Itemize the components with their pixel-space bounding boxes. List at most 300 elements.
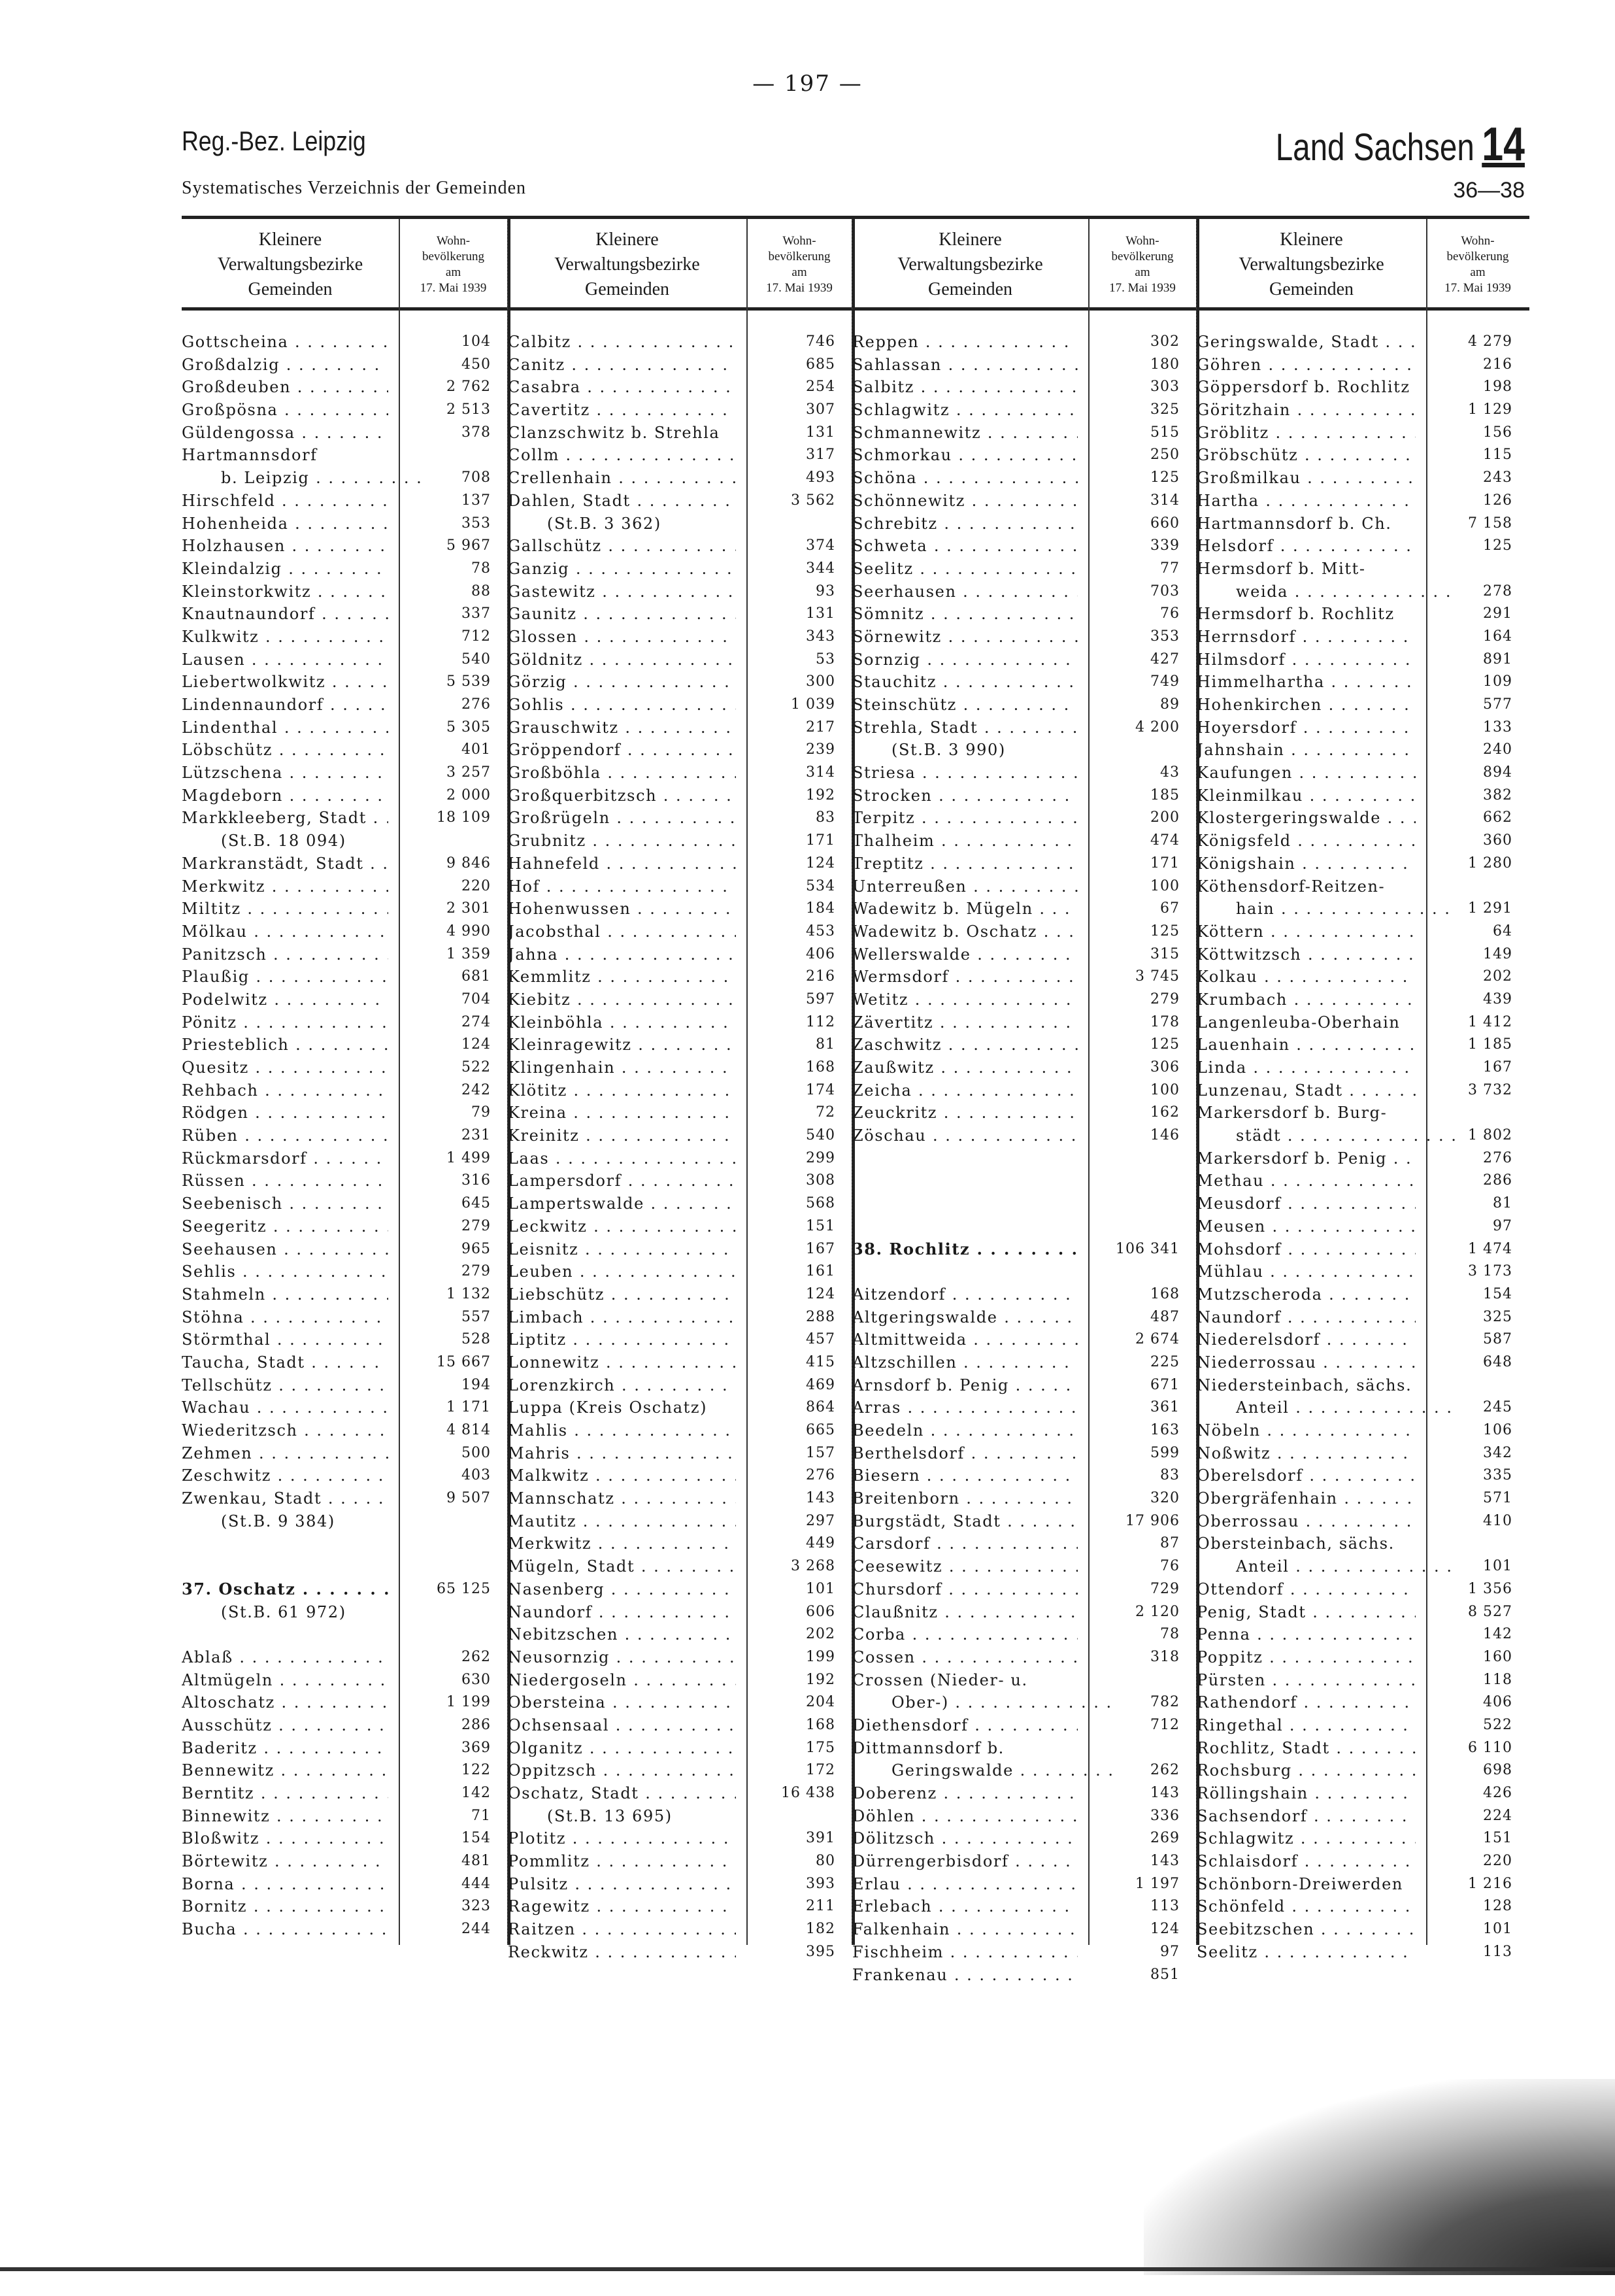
table-row[interactable]: [1197, 853, 1529, 875]
population-value: 67: [1160, 900, 1180, 917]
table-row[interactable]: [852, 603, 1197, 626]
municipality-name: Beedeln . . .: [852, 1419, 1078, 1442]
table-row[interactable]: [182, 1918, 508, 1941]
table-row[interactable]: [852, 513, 1197, 535]
district-heading-row[interactable]: [852, 1238, 1197, 1261]
table-row[interactable]: [1197, 1215, 1529, 1238]
table-row[interactable]: [1197, 354, 1529, 377]
table-row[interactable]: [852, 1102, 1197, 1124]
table-row[interactable]: [852, 1895, 1197, 1918]
table-row[interactable]: [508, 1873, 852, 1896]
table-row[interactable]: [1197, 830, 1529, 853]
table-row-continuation[interactable]: [1197, 1396, 1529, 1419]
table-row-continuation[interactable]: [852, 1759, 1197, 1782]
table-row[interactable]: [852, 1646, 1197, 1669]
table-row[interactable]: [182, 1714, 508, 1737]
table-row[interactable]: [508, 694, 852, 717]
table-row[interactable]: [182, 1260, 508, 1283]
table-row[interactable]: [182, 853, 508, 875]
table-row[interactable]: [852, 1283, 1197, 1306]
table-row[interactable]: [1197, 1669, 1529, 1692]
table-row[interactable]: [508, 1079, 852, 1102]
table-row[interactable]: [852, 1079, 1197, 1102]
table-row[interactable]: [508, 1306, 852, 1329]
table-row[interactable]: [508, 671, 852, 694]
population-value: 2 301: [446, 900, 491, 917]
table-row[interactable]: [508, 1555, 852, 1578]
table-row[interactable]: [182, 898, 508, 920]
table-row[interactable]: [852, 331, 1197, 354]
table-row[interactable]: [182, 1215, 508, 1238]
table-row[interactable]: [1197, 1283, 1529, 1306]
table-row[interactable]: [852, 830, 1197, 853]
table-row[interactable]: [508, 399, 852, 422]
table-row[interactable]: [508, 581, 852, 603]
table-row[interactable]: [182, 1487, 508, 1510]
table-row[interactable]: [182, 1669, 508, 1692]
header-name-line: Kleinere: [939, 229, 1002, 250]
table-row[interactable]: [1197, 1782, 1529, 1805]
table-row[interactable]: [1197, 535, 1529, 558]
table-row[interactable]: [182, 1283, 508, 1306]
table-row-continuation[interactable]: [1197, 581, 1529, 603]
table-row[interactable]: [508, 807, 852, 830]
table-row[interactable]: [508, 649, 852, 671]
table-row[interactable]: [508, 966, 852, 988]
table-row[interactable]: [508, 1283, 852, 1306]
table-row[interactable]: [1197, 1737, 1529, 1760]
table-row[interactable]: [852, 490, 1197, 513]
table-row[interactable]: [852, 785, 1197, 807]
table-row[interactable]: [182, 1124, 508, 1147]
table-row[interactable]: [852, 1623, 1197, 1646]
table-row[interactable]: [508, 1850, 852, 1873]
table-row[interactable]: [1197, 1487, 1529, 1510]
table-row[interactable]: [182, 762, 508, 785]
table-row[interactable]: [1197, 1328, 1529, 1351]
table-row[interactable]: [1197, 1601, 1529, 1624]
table-row[interactable]: [852, 1510, 1197, 1533]
table-row[interactable]: [508, 1442, 852, 1465]
table-row[interactable]: [182, 1034, 508, 1056]
population-value: 286: [461, 1716, 491, 1733]
table-row[interactable]: [852, 558, 1197, 581]
table-row[interactable]: [182, 875, 508, 898]
table-row[interactable]: [182, 943, 508, 966]
table-row[interactable]: [1197, 1918, 1529, 1941]
table-row[interactable]: [1197, 376, 1529, 399]
table-row[interactable]: [852, 1601, 1197, 1624]
table-row[interactable]: [182, 558, 508, 581]
table-row[interactable]: [1197, 1714, 1529, 1737]
table-row[interactable]: [852, 1419, 1197, 1442]
table-row[interactable]: [182, 649, 508, 671]
table-row-continuation[interactable]: [1197, 1555, 1529, 1578]
population-value: 891: [1483, 650, 1512, 667]
table-row[interactable]: [852, 1827, 1197, 1850]
table-row[interactable]: [852, 717, 1197, 739]
table-row[interactable]: [508, 331, 852, 354]
table-row[interactable]: [508, 1011, 852, 1034]
table-row[interactable]: [508, 1510, 852, 1533]
table-row[interactable]: [852, 1782, 1197, 1805]
table-row[interactable]: [1197, 331, 1529, 354]
municipality-name: Lindennaundorf . . .: [182, 694, 388, 717]
table-row[interactable]: [508, 1260, 852, 1283]
table-row[interactable]: [1197, 1873, 1529, 1896]
table-row[interactable]: [1197, 649, 1529, 671]
table-row[interactable]: [508, 467, 852, 490]
table-row[interactable]: [852, 1374, 1197, 1397]
table-row[interactable]: [852, 762, 1197, 785]
table-row[interactable]: [852, 581, 1197, 603]
table-row[interactable]: [508, 626, 852, 649]
table-row[interactable]: [1197, 1805, 1529, 1828]
municipality-name: Altoschatz . . .: [182, 1691, 388, 1714]
table-row[interactable]: [852, 1873, 1197, 1896]
table-row[interactable]: [508, 603, 852, 626]
table-row[interactable]: [182, 603, 508, 626]
population-value: 100: [1150, 1081, 1180, 1098]
table-row[interactable]: [508, 1941, 852, 1964]
table-row[interactable]: [1197, 1578, 1529, 1601]
table-row[interactable]: [182, 1079, 508, 1102]
table-row[interactable]: [852, 1351, 1197, 1374]
table-row[interactable]: [852, 354, 1197, 377]
table-row[interactable]: [1197, 1827, 1529, 1850]
table-row[interactable]: [508, 875, 852, 898]
table-row[interactable]: [182, 1873, 508, 1896]
table-row[interactable]: [182, 1895, 508, 1918]
table-row[interactable]: [852, 535, 1197, 558]
table-row[interactable]: [852, 898, 1197, 920]
table-row[interactable]: [508, 376, 852, 399]
table-row[interactable]: [1197, 1260, 1529, 1283]
population-value: 2 000: [446, 786, 491, 803]
municipality-name: Geringswalde, Stadt . . .: [1197, 331, 1416, 354]
table-row[interactable]: [852, 1124, 1197, 1147]
table-row[interactable]: [852, 1532, 1197, 1555]
table-row[interactable]: [1197, 1941, 1529, 1964]
table-row[interactable]: [508, 490, 852, 513]
table-row[interactable]: [182, 671, 508, 694]
table-row[interactable]: [1197, 490, 1529, 513]
table-row[interactable]: [852, 1941, 1197, 1964]
population-value: 2 513: [446, 401, 491, 418]
table-row[interactable]: [182, 1737, 508, 1760]
table-row[interactable]: [508, 1918, 852, 1941]
table-row[interactable]: [182, 1192, 508, 1215]
table-row[interactable]: [508, 1782, 852, 1805]
table-row[interactable]: [852, 1056, 1197, 1079]
population-value: 128: [1483, 1898, 1512, 1915]
population-value: 3 173: [1468, 1263, 1512, 1280]
table-row[interactable]: [182, 717, 508, 739]
table-row[interactable]: [852, 1328, 1197, 1351]
table-row[interactable]: [508, 1056, 852, 1079]
table-row[interactable]: [1197, 1510, 1529, 1533]
table-row[interactable]: [1197, 717, 1529, 739]
population-value: 343: [806, 628, 835, 645]
table-row[interactable]: [508, 1170, 852, 1192]
table-row[interactable]: [852, 649, 1197, 671]
table-row[interactable]: [182, 376, 508, 399]
table-row[interactable]: [182, 1056, 508, 1079]
table-row[interactable]: [852, 671, 1197, 694]
table-row[interactable]: [508, 1351, 852, 1374]
table-row[interactable]: [1197, 966, 1529, 988]
table-row[interactable]: [852, 1306, 1197, 1329]
table-row[interactable]: [1197, 1238, 1529, 1261]
table-row[interactable]: [1197, 1170, 1529, 1192]
table-row[interactable]: [182, 785, 508, 807]
table-row[interactable]: [508, 1419, 852, 1442]
table-row[interactable]: [182, 1170, 508, 1192]
table-row[interactable]: [852, 1555, 1197, 1578]
table-row[interactable]: [508, 1623, 852, 1646]
table-row[interactable]: [1197, 513, 1529, 535]
table-row[interactable]: [182, 422, 508, 445]
table-row[interactable]: [508, 988, 852, 1011]
table-row[interactable]: [1197, 1147, 1529, 1170]
table-row[interactable]: [852, 399, 1197, 422]
municipality-name: Großdeuben . . .: [182, 376, 388, 399]
table-row[interactable]: [852, 1011, 1197, 1034]
table-row[interactable]: [182, 1351, 508, 1374]
table-row[interactable]: [1197, 422, 1529, 445]
table-row[interactable]: [508, 422, 852, 445]
table-row[interactable]: [1197, 1192, 1529, 1215]
table-row[interactable]: [852, 626, 1197, 649]
table-row[interactable]: [1197, 467, 1529, 490]
municipality-name: weida . . .: [1197, 581, 1455, 603]
table-row[interactable]: [1197, 807, 1529, 830]
table-row[interactable]: [852, 966, 1197, 988]
table-row[interactable]: [182, 694, 508, 717]
table-row[interactable]: [182, 1419, 508, 1442]
table-row[interactable]: [508, 1737, 852, 1760]
table-row[interactable]: [182, 1759, 508, 1782]
table-row[interactable]: [1197, 1442, 1529, 1465]
table-row[interactable]: [1197, 1691, 1529, 1714]
table-row[interactable]: [852, 807, 1197, 830]
table-row[interactable]: [182, 1782, 508, 1805]
municipality-name: Röllingshain . . .: [1197, 1782, 1416, 1805]
table-row[interactable]: [852, 1805, 1197, 1828]
table-row[interactable]: [508, 354, 852, 377]
table-row[interactable]: [182, 1238, 508, 1261]
table-row[interactable]: [182, 1464, 508, 1487]
table-row[interactable]: [1197, 1306, 1529, 1329]
table-row[interactable]: [852, 875, 1197, 898]
table-row[interactable]: [1197, 1011, 1529, 1034]
table-row[interactable]: [182, 1691, 508, 1714]
population-value: 245: [1483, 1399, 1512, 1416]
table-row[interactable]: [508, 1487, 852, 1510]
municipality-name: Claußnitz . . .: [852, 1601, 1078, 1624]
table-row[interactable]: [852, 694, 1197, 717]
table-row[interactable]: [1197, 626, 1529, 649]
table-row[interactable]: [1197, 1759, 1529, 1782]
table-row[interactable]: [508, 1328, 852, 1351]
population-value: 126: [1483, 492, 1512, 509]
municipality-name: Priesteblich . . .: [182, 1034, 388, 1056]
table-row[interactable]: [182, 739, 508, 762]
table-row[interactable]: [182, 1147, 508, 1170]
table-row[interactable]: [182, 490, 508, 513]
table-row[interactable]: [852, 444, 1197, 467]
table-row[interactable]: [1197, 1850, 1529, 1873]
municipality-name: Treptitz . . .: [852, 853, 1078, 875]
table-row[interactable]: [508, 1691, 852, 1714]
municipality-name: Aitzendorf . . .: [852, 1283, 1078, 1306]
table-row[interactable]: [508, 1827, 852, 1850]
header-name-column: [182, 226, 399, 304]
table-row[interactable]: [1197, 444, 1529, 467]
municipality-name: Reppen . . .: [852, 331, 1078, 354]
table-row[interactable]: [1197, 399, 1529, 422]
municipality-name: Mahlis . . .: [508, 1419, 736, 1442]
table-row[interactable]: [508, 535, 852, 558]
table-row[interactable]: [852, 920, 1197, 943]
population-value: 279: [461, 1217, 491, 1234]
table-row[interactable]: [1197, 671, 1529, 694]
table-row[interactable]: [508, 1374, 852, 1397]
table-row[interactable]: [1197, 1464, 1529, 1487]
table-row[interactable]: [182, 1646, 508, 1669]
table-row[interactable]: [508, 1464, 852, 1487]
table-row[interactable]: [1197, 1056, 1529, 1079]
table-row[interactable]: [508, 739, 852, 762]
table-row[interactable]: [852, 1464, 1197, 1487]
table-row[interactable]: [182, 1306, 508, 1329]
table-row[interactable]: [852, 1918, 1197, 1941]
table-row[interactable]: [1197, 785, 1529, 807]
table-row[interactable]: [852, 1964, 1197, 1987]
header-population-column: [1426, 226, 1529, 304]
table-row[interactable]: [508, 444, 852, 467]
table-row[interactable]: [182, 1442, 508, 1465]
table-row[interactable]: [182, 354, 508, 377]
table-row[interactable]: [1197, 1895, 1529, 1918]
population-value: 162: [1150, 1104, 1180, 1121]
table-row[interactable]: [508, 898, 852, 920]
population-value: 192: [806, 786, 835, 803]
table-row[interactable]: [508, 1396, 852, 1419]
table-row[interactable]: [508, 943, 852, 966]
table-row[interactable]: [508, 1147, 852, 1170]
table-row[interactable]: [1197, 1034, 1529, 1056]
table-row[interactable]: [182, 1850, 508, 1873]
table-row[interactable]: [508, 1102, 852, 1124]
table-row[interactable]: [852, 1442, 1197, 1465]
population-value: 474: [1150, 832, 1180, 849]
table-row[interactable]: [182, 626, 508, 649]
table-row[interactable]: [852, 1850, 1197, 1873]
table-row[interactable]: [1197, 603, 1529, 626]
district-heading-row[interactable]: [182, 1578, 508, 1601]
table-row[interactable]: [182, 331, 508, 354]
table-row[interactable]: [508, 1034, 852, 1056]
table-row[interactable]: [508, 1669, 852, 1692]
table-row[interactable]: [182, 535, 508, 558]
table-row[interactable]: [508, 853, 852, 875]
table-row[interactable]: [508, 1238, 852, 1261]
table-row[interactable]: [1197, 920, 1529, 943]
table-row[interactable]: [508, 1124, 852, 1147]
table-row[interactable]: [508, 558, 852, 581]
table-row[interactable]: [852, 1487, 1197, 1510]
table-row[interactable]: [1197, 1351, 1529, 1374]
table-row[interactable]: [508, 1578, 852, 1601]
table-row[interactable]: [852, 1034, 1197, 1056]
table-row-continuation[interactable]: [1197, 898, 1529, 920]
table-row[interactable]: [182, 807, 508, 830]
table-row[interactable]: [182, 1374, 508, 1397]
table-row[interactable]: [852, 422, 1197, 445]
table-row[interactable]: [852, 376, 1197, 399]
table-row[interactable]: [182, 513, 508, 535]
table-row[interactable]: [508, 1759, 852, 1782]
table-row[interactable]: [1197, 694, 1529, 717]
table-row[interactable]: [852, 943, 1197, 966]
table-row[interactable]: [182, 1011, 508, 1034]
table-row-continuation[interactable]: [182, 467, 508, 490]
table-row[interactable]: [508, 717, 852, 739]
table-row[interactable]: [182, 1396, 508, 1419]
table-row[interactable]: [852, 1578, 1197, 1601]
table-row[interactable]: [182, 920, 508, 943]
table-row[interactable]: [852, 1396, 1197, 1419]
table-row[interactable]: [1197, 1079, 1529, 1102]
table-row[interactable]: [1197, 1623, 1529, 1646]
table-row[interactable]: [1197, 988, 1529, 1011]
table-row[interactable]: [508, 1601, 852, 1624]
table-row[interactable]: [1197, 1646, 1529, 1669]
table-row[interactable]: [852, 1714, 1197, 1737]
table-row[interactable]: [508, 920, 852, 943]
table-row[interactable]: [182, 399, 508, 422]
table-row[interactable]: [1197, 739, 1529, 762]
table-row[interactable]: [508, 785, 852, 807]
table-row[interactable]: [1197, 1419, 1529, 1442]
table-row[interactable]: [508, 830, 852, 853]
table-row[interactable]: [182, 966, 508, 988]
population-value: 194: [461, 1376, 491, 1393]
table-row-continuation[interactable]: [1197, 1124, 1529, 1147]
table-row[interactable]: [1197, 762, 1529, 785]
table-row[interactable]: [182, 988, 508, 1011]
table-row[interactable]: [182, 1827, 508, 1850]
table-row[interactable]: [182, 1328, 508, 1351]
population-value: 307: [806, 401, 835, 418]
table-row[interactable]: [182, 581, 508, 603]
table-row[interactable]: [852, 467, 1197, 490]
table-row[interactable]: [508, 1646, 852, 1669]
table-row[interactable]: [508, 1714, 852, 1737]
table-row[interactable]: [182, 1102, 508, 1124]
table-row[interactable]: [852, 988, 1197, 1011]
table-row[interactable]: [852, 853, 1197, 875]
table-row[interactable]: [508, 1215, 852, 1238]
table-row[interactable]: [182, 1805, 508, 1828]
table-row[interactable]: [1197, 943, 1529, 966]
table-row[interactable]: [508, 1895, 852, 1918]
table-row[interactable]: [508, 1192, 852, 1215]
table-row-continuation[interactable]: [852, 1691, 1197, 1714]
table-row[interactable]: [508, 1532, 852, 1555]
table-row[interactable]: [508, 762, 852, 785]
